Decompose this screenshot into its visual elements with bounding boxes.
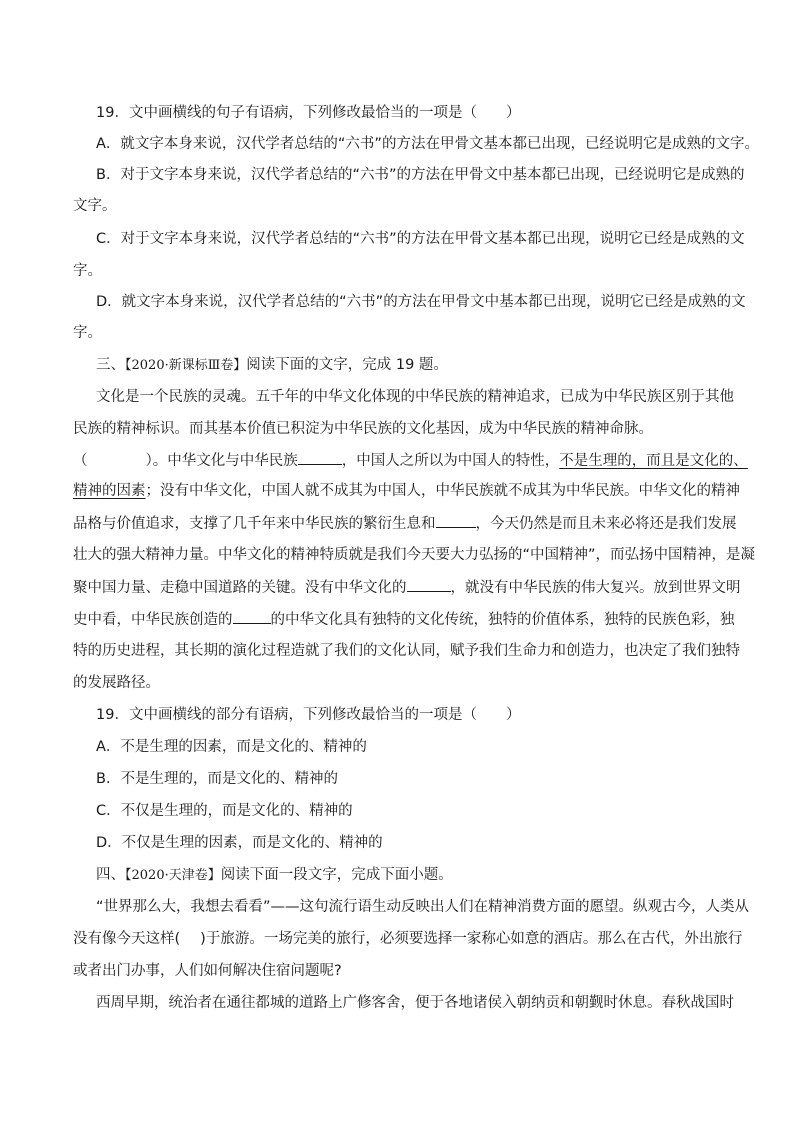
option-c-line1: C．对于文字本身来说，汉代学者总结的“六书”的方法在甲骨文基本都已出现，说明它已经是成熟的文 — [96, 231, 745, 247]
text-segment: 聚中国力量、走稳中国道路的关键。没有中华文化的 — [73, 580, 407, 596]
passage-3-p2-line1 — [73, 450, 748, 471]
passage-3-p2-line8: 的发展路径。 — [73, 675, 160, 691]
passage-3-p2-line6 — [73, 609, 735, 630]
fill-blank — [298, 450, 342, 465]
question-19b-stem: 19．文中画横线的部分有语病，下列修改最恰当的一项是（ ） — [96, 707, 521, 723]
text-segment: )于旅游。一场完美的旅行，必须要选择一家称心如意的酒店。那么在古代，外出旅行 — [200, 931, 743, 947]
option-d: D．不仅是生理的因素，而是文化的、精神的 — [96, 835, 383, 851]
passage-3-p2-line4: 壮大的强大精神力量。中华文化的精神特质就是我们今天要大力弘扬的“中国精神”，而弘扬中国精神，是凝 — [73, 547, 756, 563]
text-segment: 史中看，中华民族创造的 — [73, 612, 233, 628]
section-3-source: 【2020·新课标Ⅲ卷】 — [125, 358, 247, 373]
passage-3-p2-line7: 特的历史进程，其长期的演化过程造就了我们的文化认同，赋予我们生命力和创造力，也决定了我们独特 — [73, 643, 740, 659]
option-b-line2: 文字。 — [73, 198, 117, 214]
passage-3-p2-line3 — [73, 513, 737, 534]
passage-4-p1-line3: 或者出门办事，人们如何解决住宿问题呢? — [73, 963, 342, 979]
text-segment: ，就没有中华民族的伟大复兴。放到世界文明 — [450, 580, 741, 596]
section-4-heading — [96, 865, 453, 886]
text-segment: 品格与价值追求，支撑了几千年来中华民族的繁衍生息和 — [73, 516, 436, 532]
option-a: A．就文字本身来说，汉代学者总结的“六书”的方法在甲骨文基本都已出现，已经说明它是成熟的文字。 — [96, 136, 759, 152]
passage-4-p1-line2 — [73, 929, 742, 949]
text-segment: ，今天仍然是而且未来必将还是我们发展 — [475, 516, 737, 532]
option-d-line2: 字。 — [73, 325, 102, 341]
section-4-source: 【2020·天津卷】 — [125, 868, 221, 883]
passage-4-p1-line1: “世界那么大，我想去看看”——这句流行语生动反映出人们在精神消费方面的愿望。纵观古今，人类从 — [96, 899, 750, 915]
section-3-prefix: 三、 — [96, 357, 125, 373]
text-segment: ，中国人之所以为中国人的特性， — [341, 453, 560, 469]
passage-3-p2-line5 — [73, 577, 741, 598]
question-19-stem: 19．文中画横线的句子有语病，下列修改最恰当的一项是（ ） — [96, 105, 521, 121]
section-3-heading — [96, 355, 448, 376]
text-segment: ；没有中华文化，中国人就不成其为中国人，中华民族就不成其为中华民族。中华文化的精神 — [145, 483, 740, 499]
passage-3-p1-line1: 文化是一个民族的灵魂。五千年的中华文化体现的中华民族的精神追求，已成为中华民族区别于其他 — [96, 389, 734, 405]
section-4-instruction: 阅读下面一段文字，完成下面小题。 — [220, 867, 453, 883]
text-segment: （ ）。中华文化与中华民族 — [73, 453, 298, 469]
text-segment: 没有像今天这样( — [73, 931, 181, 947]
option-b-line1: B．对于文字本身来说，汉代学者总结的“六书”的方法在甲骨文中基本都已出现，已经说明它是成熟的 — [96, 167, 745, 183]
passage-3-p1-line2: 民族的精神标识。而其基本价值已积淀为中华民族的文化基因，成为中华民族的精神命脉。 — [73, 421, 653, 437]
passage-4-p2-line1: 西周早期，统治者在通往都城的道路上广修客舍，便于各地诸侯入朝纳贡和朝觐时休息。春秋战国时 — [96, 995, 734, 1011]
option-b: B．不是生理的，而是文化的、精神的 — [96, 771, 338, 787]
section-3-instruction: 阅读下面的文字，完成 19 题。 — [246, 357, 448, 373]
option-a: A．不是生理的因素，而是文化的、精神的 — [96, 739, 367, 755]
passage-3-p2-line2 — [73, 481, 740, 501]
option-c: C．不仅是生理的，而是文化的、精神的 — [96, 803, 353, 819]
option-d-line1: D．就文字本身来说，汉代学者总结的“六书”的方法在甲骨文中基本都已出现，说明它已经是成熟的文 — [96, 294, 746, 310]
underlined-sentence: 精神的因素 — [73, 483, 146, 499]
fill-blank — [436, 513, 476, 528]
fill-blank — [407, 577, 451, 592]
fill-blank — [233, 609, 271, 624]
option-c-line2: 字。 — [73, 263, 102, 279]
text-segment: 的中华文化具有独特的文化传统，独特的价值体系，独特的民族色彩，独 — [270, 612, 735, 628]
section-4-prefix: 四、 — [96, 867, 125, 883]
underlined-sentence: 不是生理的，而且是文化的、 — [559, 453, 748, 469]
